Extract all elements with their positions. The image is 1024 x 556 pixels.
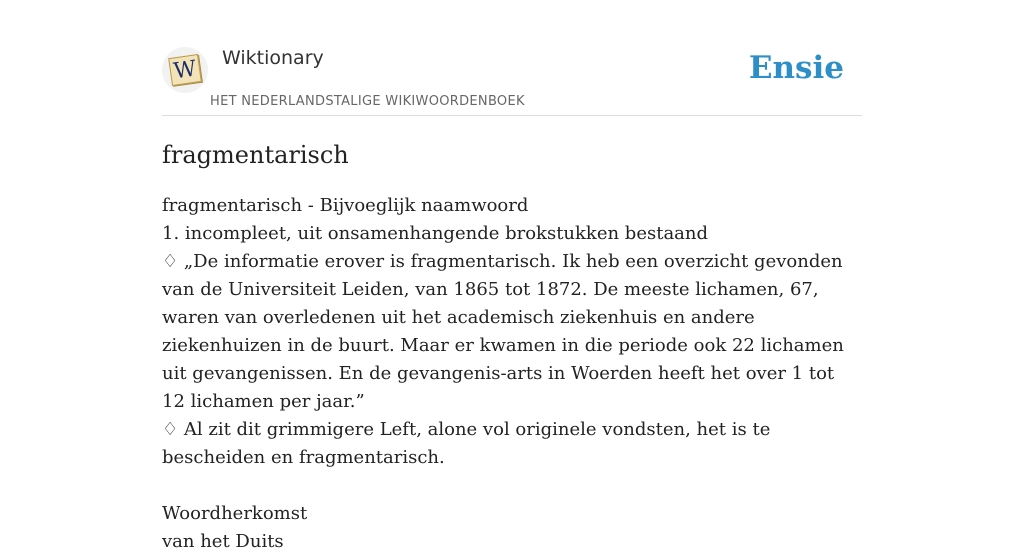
- etymology-text: van het Duits: [162, 531, 284, 552]
- brand-logo[interactable]: Ensie: [748, 50, 844, 86]
- site-header: [162, 40, 862, 116]
- entry-example: ♢ „De informatie erover is fragmentarisch. Ik heb een overzicht gevonden van de Universiteit Leiden, van 1865 tot 1872. De meeste lichamen, 67, waren van overledenen uit het academisch ziekenhuis en andere ziekenhuizen in de buurt. Maar er kwamen in die periode ook 22 lichamen uit gevangenissen. En de gevangenis-arts in Woerden heeft het over 1 tot 12 lichamen per jaar.”: [162, 251, 844, 412]
- site-name[interactable]: Wiktionary: [222, 47, 324, 69]
- entry-example: ♢ Al zit dit grimmigere Left, alone vol originele vondsten, het is te bescheiden en fragmentarisch.: [162, 419, 771, 468]
- entry-definition: 1. incompleet, uit onsamenhangende brokstukken bestaand: [162, 223, 709, 244]
- wiktionary-logo-icon[interactable]: [162, 47, 208, 93]
- entry-heading: fragmentarisch - Bijvoeglijk naamwoord: [162, 195, 529, 216]
- site-subtitle: HET NEDERLANDSTALIGE WIKIWOORDENBOEK: [210, 94, 525, 109]
- logo-letter: W: [172, 56, 199, 85]
- etymology-heading: Woordherkomst: [162, 503, 308, 524]
- page-title: fragmentarisch: [162, 141, 349, 169]
- logo-tile: [168, 54, 202, 86]
- paragraph-spacer: [162, 472, 862, 500]
- entry-content: [162, 192, 862, 556]
